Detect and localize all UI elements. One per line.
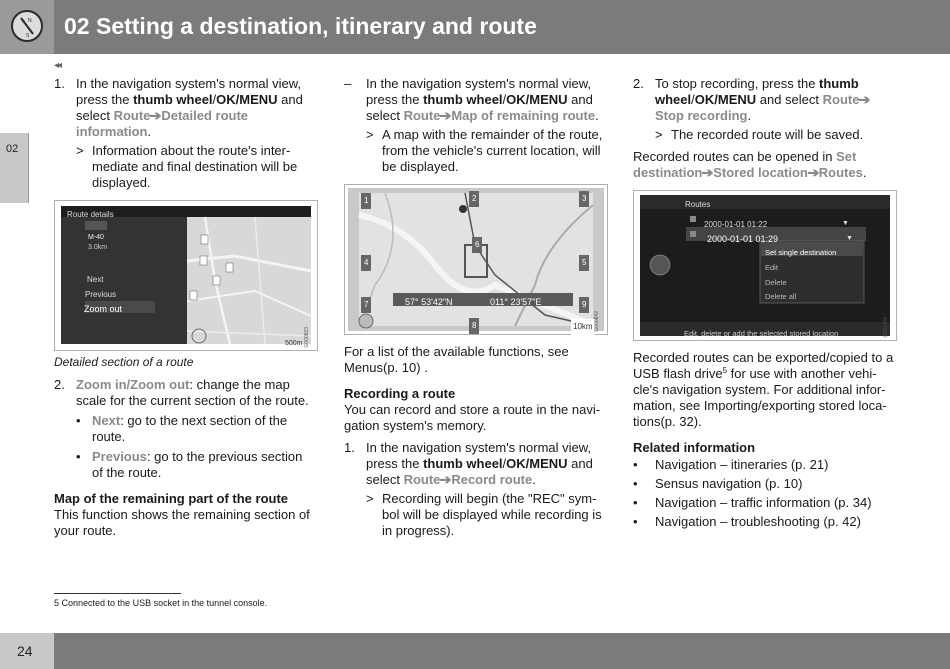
bullet: •: [76, 413, 81, 428]
ok-menu-label: OK/MENU: [506, 456, 568, 471]
footnote-number: 5: [54, 598, 60, 608]
zoom-out-option: Zoom out: [130, 377, 190, 392]
latitude-readout: 57° 53'42"N: [405, 297, 453, 307]
routes-path: Routes: [818, 165, 863, 180]
row-1-dropdown-icon[interactable]: ▼: [842, 220, 849, 227]
related-link[interactable]: [633, 457, 898, 473]
related-link[interactable]: [633, 476, 898, 492]
corner-4: 4: [361, 255, 371, 271]
step-text: In the navigation system's normal view, press the: [366, 440, 592, 471]
step-text: To stop recording, press the: [655, 76, 820, 91]
routes-title: Routes: [685, 200, 711, 209]
result-note: [366, 491, 606, 539]
step-2: [54, 377, 316, 409]
next-option: Next: [92, 413, 121, 428]
menu-previous[interactable]: Previous: [85, 290, 117, 299]
ok-menu-label: OK/MENU: [216, 92, 278, 107]
period: .: [147, 124, 152, 139]
route-menu-path: Route: [822, 92, 860, 107]
chapter-divider: [28, 133, 29, 203]
result-marker: >: [655, 127, 663, 142]
arrow-right-icon: ➔: [807, 165, 820, 180]
corner-3: 3: [579, 191, 589, 207]
status-bar-text: Edit, delete or add the selected stored location: [684, 329, 839, 338]
bullet: •: [76, 449, 81, 464]
related-link-text[interactable]: Navigation – troubleshooting (p. 42): [655, 514, 861, 529]
result-note: [655, 127, 898, 143]
map-scale: 500m: [285, 340, 303, 347]
menus-reference: For a list of the available functions, see Menus(p. 10) .: [344, 344, 569, 375]
paragraph-text: Recorded routes can be opened in: [633, 149, 837, 164]
figure-code: G031406: [883, 317, 889, 338]
menu-edit[interactable]: Edit: [765, 263, 778, 272]
chapter-number: 02: [6, 143, 19, 155]
route-details-title: Route details: [67, 210, 114, 219]
corner-1: 1: [361, 193, 371, 209]
step-number: 1.: [54, 76, 65, 91]
page-footer: [0, 633, 950, 669]
result-marker: >: [76, 143, 84, 158]
related-link[interactable]: [633, 495, 898, 511]
step-2-stop-recording: [633, 76, 898, 143]
step-remaining-route: [344, 76, 606, 175]
corner-5: 5: [579, 255, 589, 271]
bullet-text: : go to the next section of the route.: [92, 413, 288, 444]
corner-7: 7: [361, 297, 371, 313]
menu-delete-all[interactable]: Delete all: [765, 292, 797, 301]
thumb-wheel-label: thumb wheel: [133, 92, 213, 107]
step-1-record: [344, 440, 606, 539]
paragraph-text: for use with another vehi-cle's navigation system. For additional infor-mation, see Importing/exporting stored loca-tions(p. 32).: [633, 366, 887, 429]
corner-2: 2: [469, 191, 479, 207]
section-paragraph: This function shows the remaining section of your route.: [54, 507, 310, 538]
related-link-text[interactable]: Sensus navigation (p. 10): [655, 476, 803, 491]
menu-zoom-out[interactable]: Zoom out: [84, 304, 123, 314]
set-destination-path: Set destination: [633, 149, 857, 180]
bullet-previous: [76, 449, 316, 481]
column-2: [344, 76, 606, 542]
previous-option: Previous: [92, 449, 147, 464]
logo-box: [0, 0, 54, 54]
slash: /: [502, 456, 507, 471]
menu-next[interactable]: Next: [87, 275, 104, 284]
slash: /: [502, 92, 507, 107]
arrow-right-icon: ➔: [439, 108, 452, 123]
longitude-readout: 011° 23'57"E: [490, 297, 542, 307]
bullet: •: [633, 514, 638, 529]
ok-menu-label: OK/MENU: [506, 92, 568, 107]
bullet-next: [76, 413, 316, 445]
routes-figure: [633, 190, 897, 341]
page-number-box: [0, 633, 54, 669]
result-note: [366, 127, 606, 175]
bullet: •: [633, 476, 638, 491]
page-header: [0, 0, 950, 54]
svg-text:S: S: [26, 33, 30, 39]
result-marker: >: [366, 491, 374, 506]
remaining-route-figure: [344, 184, 608, 335]
figure-caption: Detailed section of a route: [54, 355, 194, 369]
slash: /: [691, 92, 695, 107]
stop-recording-path: Stop recording: [655, 108, 748, 123]
remaining-route-map: [345, 185, 607, 334]
detailed-route-information-path: Detailed route information: [76, 108, 249, 139]
section-heading-related-information: Related information: [633, 440, 756, 455]
slash: /: [212, 92, 217, 107]
related-link[interactable]: [633, 514, 898, 530]
step-text: and select: [366, 456, 593, 487]
arrow-right-icon: ➔: [439, 472, 452, 487]
footnote-text: Connected to the USB socket in the tunnel console.: [59, 598, 268, 608]
step-1: [54, 76, 316, 191]
period: .: [532, 472, 536, 487]
section-heading-recording-route: Recording a route: [344, 386, 456, 401]
ok-menu-label: OK/MENU: [694, 92, 757, 107]
chapter-tab: [0, 133, 28, 203]
compass-logo-icon: [11, 10, 43, 42]
row-2-dropdown-icon[interactable]: ▼: [846, 235, 853, 242]
figure-code: G000823: [304, 327, 310, 348]
route-menu-path: Route: [403, 472, 441, 487]
record-route-path: Record route: [451, 472, 533, 487]
step-number: 2.: [633, 76, 644, 91]
result-text: Information about the route's inter-mediate and final destination will be displayed.: [92, 143, 298, 190]
arrow-right-icon: ➔: [701, 165, 714, 180]
bullet: •: [633, 495, 638, 510]
stored-location-path: Stored location: [713, 165, 808, 180]
menu-set-single-destination[interactable]: Set single destination: [765, 248, 837, 257]
column-1: [54, 76, 316, 539]
result-marker: >: [366, 127, 374, 142]
step-dash: –: [344, 76, 352, 91]
route-row-1[interactable]: 2000-01-01 01:22: [704, 220, 768, 229]
related-link-text[interactable]: Navigation – traffic information (p. 34): [655, 495, 872, 510]
corner-6: 6: [472, 237, 482, 253]
corner-8: 8: [469, 318, 479, 334]
menu-delete[interactable]: Delete: [765, 278, 787, 287]
thumb-wheel-label: thumb wheel: [423, 92, 503, 107]
step-text: and select: [756, 92, 823, 107]
paragraph-text: Recorded routes can be exported/copied to a USB flash drive: [633, 350, 894, 381]
footnote-rule: [54, 593, 181, 594]
slash: /: [126, 377, 131, 392]
footnote-reference[interactable]: 5: [722, 366, 728, 375]
related-link-text[interactable]: Navigation – itineraries (p. 21): [655, 457, 829, 472]
zoom-in-option: Zoom in: [76, 377, 127, 392]
step-number: 1.: [344, 440, 355, 455]
period: .: [595, 108, 599, 123]
recorded-routes-location: [633, 149, 898, 181]
route-menu-path: Route: [113, 108, 151, 123]
thumb-wheel-label: thumb wheel: [423, 456, 503, 471]
recording-intro: You can record and store a route in the navi-gation system's memory.: [344, 402, 601, 433]
road-name: M-40: [88, 234, 104, 241]
step-text: In the navigation system's normal view, press the: [366, 76, 592, 107]
figure-code: G000842: [594, 311, 600, 332]
corner-9: 9: [579, 297, 589, 313]
period: .: [862, 165, 867, 180]
result-text: The recorded route will be saved.: [671, 127, 864, 142]
section-heading-remaining-route: Map of the remaining part of the route: [54, 491, 289, 506]
step-number: 2.: [54, 377, 65, 392]
bullet: •: [633, 457, 638, 472]
column-3: [633, 76, 898, 530]
step-text: and select: [366, 92, 593, 123]
road-distance: 3.0km: [88, 244, 108, 251]
page-title: 02 Setting a destination, itinerary and route: [64, 13, 537, 39]
route-row-2[interactable]: 2000-01-01 01:29: [707, 234, 779, 244]
period: .: [747, 108, 752, 123]
arrow-right-icon: ➔: [858, 92, 871, 107]
step-text: : change the map scale for the current section of the route.: [76, 377, 309, 408]
footnote: [54, 598, 267, 609]
map-of-remaining-route-path: Map of remaining route: [451, 108, 596, 123]
result-text: A map with the remainder of the route, from the vehicle's current location, will be displayed.: [382, 127, 603, 174]
route-details-figure: [54, 200, 318, 351]
step-text: In the navigation system's normal view, press the: [76, 76, 302, 107]
map-scale: 10km: [571, 319, 595, 335]
result-note: [76, 143, 316, 191]
bullet-text: : go to the previous section of the route.: [92, 449, 303, 480]
rewind-icon[interactable]: ◂◂: [54, 60, 61, 71]
svg-text:N: N: [28, 18, 32, 24]
result-text: Recording will begin (the "REC" sym-bol will be displayed while recording is in progress).: [382, 491, 602, 538]
thumb-wheel-label: thumb wheel: [655, 76, 859, 107]
step-text: and select: [76, 92, 303, 123]
route-menu-path: Route: [403, 108, 441, 123]
arrow-right-icon: ➔: [149, 108, 162, 123]
export-routes-paragraph: [633, 350, 898, 430]
page-number: 24: [17, 643, 33, 659]
